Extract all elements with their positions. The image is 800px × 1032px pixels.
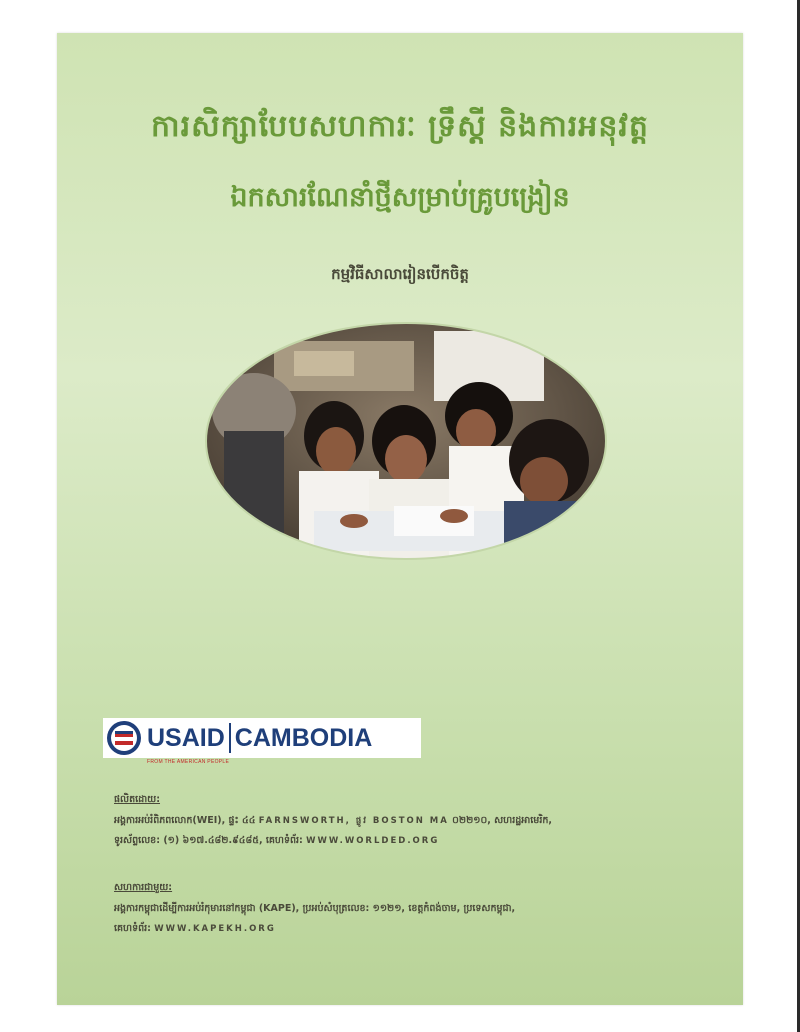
partner-heading: សហការជាមួយ: xyxy=(114,882,173,893)
publisher-website: WWW.WORLDED.ORG xyxy=(306,836,440,846)
partner-website-label: គេហទំព័រ: xyxy=(114,923,151,934)
partner-contact-line xyxy=(114,919,714,939)
logo-divider xyxy=(229,723,231,753)
students-photo xyxy=(204,321,608,561)
publisher-address-line xyxy=(114,811,714,831)
logo-country: CAMBODIA xyxy=(234,723,373,752)
usaid-cambodia-logo xyxy=(103,718,421,765)
publisher-address-khmer: អង្គការអប់រំពិភពលោក(WEI), ផ្ទះ ៤៤ xyxy=(114,815,256,826)
publisher-address-end: ០២២១០, សហរដ្ឋអាមេរិក, xyxy=(452,815,552,826)
cover-subtitle-main: ឯកសារណែនាំថ្មីសម្រាប់គ្រូបង្រៀន xyxy=(230,182,570,213)
partner-info xyxy=(114,881,714,939)
book-cover xyxy=(57,33,743,1005)
program-name: កម្មវិធីសាលារៀនបើកចិត្ត xyxy=(331,265,469,283)
publisher-address-latin: FARNSWORTH, ផ្លូវ BOSTON MA xyxy=(258,816,449,826)
partner-address-line: អង្គការកម្ពុជាដើម្បីការអប់រំកុមារនៅកម្ពុជា (KAPE), ប្រអប់សំបុត្រលេខ: ១១២១, ខេត្តកំពង់ចាម, ប្រទេសកម្ពុជា, xyxy=(114,903,516,914)
logo-agency: USAID xyxy=(147,724,225,752)
usaid-seal-icon xyxy=(105,719,143,757)
publisher-heading: ផលិតដោយ: xyxy=(114,794,161,805)
partner-website: WWW.KAPEKH.ORG xyxy=(154,924,276,934)
logo-tagline: FROM THE AMERICAN PEOPLE xyxy=(147,759,230,765)
cover-title: ការសិក្សាបែបសហការៈ ទ្រឹស្តី និងការអនុវត្ត xyxy=(151,109,649,144)
publisher-contact-line xyxy=(114,831,714,851)
publisher-phone: ទូរស័ព្ទលេខ: (១) ៦១៧.៤៨២.៩៤៨៥, គេហទំព័រ: xyxy=(114,835,303,846)
publisher-info xyxy=(114,793,714,851)
